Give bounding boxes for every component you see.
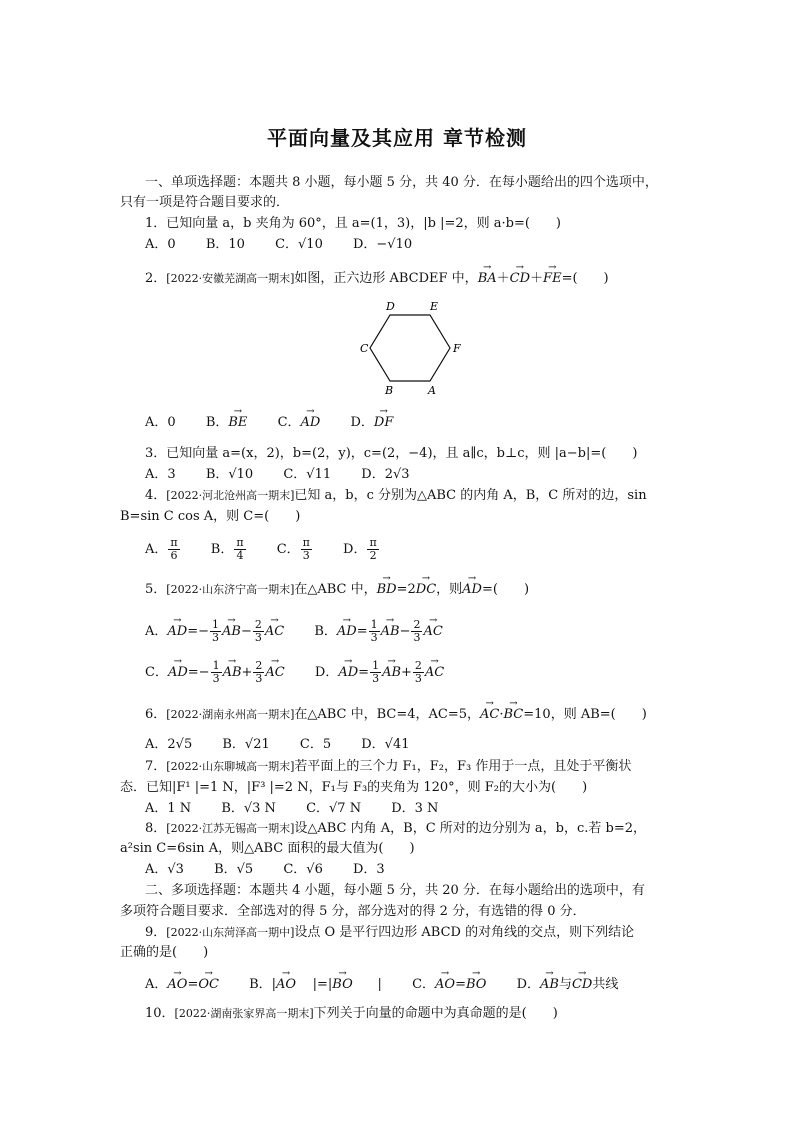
option-d: D． $\frac{\pi}{2}$ <box>343 536 377 562</box>
option-d: D．3 <box>353 862 385 877</box>
option-a: A． $\frac{\pi}{6}$ <box>145 536 178 562</box>
option-d: D．→ AB与→ CD共线 <box>517 976 619 994</box>
option-b: B．√5 <box>214 862 254 877</box>
option-a: A．2√5 <box>145 737 193 752</box>
vector-fe: → FE <box>543 270 562 288</box>
option-c: C．→ AD <box>278 414 321 432</box>
option-b: B．√21 <box>222 737 270 752</box>
question-3-options <box>145 466 436 484</box>
option-d: D．−√10 <box>352 237 413 252</box>
option-c: C．√6 <box>283 862 323 877</box>
option-b: B．√3 N <box>221 801 276 816</box>
option-a: A．1 N <box>145 801 192 816</box>
source-tag: [2022·安徽芜湖高一期末] <box>166 272 295 285</box>
question-7-options <box>145 800 464 818</box>
question-5-stem: 5．[2022·山东济宁高一期末]在△ABC 中，→ BD=2→ DC，则→ AD=( ) <box>145 581 529 599</box>
option-a: A．3 <box>145 467 176 482</box>
question-7-stem-line2: 态．已知|F¹ |=1 N，|F³ |=2 N，F₁与 F₃的夹角为 120°，则 F₂的大小为( ) <box>120 780 588 795</box>
source-tag: [2022·湖南张家界高一期末] <box>174 1007 314 1020</box>
section1-heading-line1: 一、单项选择题：本题共 8 小题，每小题 5 分，共 40 分．在每小题给出的四个选项中， <box>145 175 658 190</box>
vertex-label-c: C <box>360 342 369 355</box>
page-title: 平面向量及其应用 章节检测 <box>267 126 527 150</box>
question-1-options <box>145 236 438 254</box>
question-2-options <box>145 414 419 432</box>
section2-heading-line2: 多项符合题目要求．全部选对的得 5 分，部分选对的得 2 分，有选错的得 0 分． <box>120 904 586 919</box>
vertex-label-d: D <box>386 300 395 313</box>
question-1-stem: 1．已知向量 a，b 夹角为 60°，且 a=(1，3)，|b |=2，则 a·b=( ) <box>145 216 561 231</box>
question-3-stem: 3．已知向量 a=(x，2)，b=(2，y)，c=(2，−4)，且 a∥c，b⊥c，则 |a−b|=( ) <box>145 446 638 461</box>
option-c: C．→ AD=− $\frac{1}{3}$ → AB+ $\frac{2}{3}$ → AC <box>145 659 285 687</box>
question-5-options-row1 <box>145 618 469 646</box>
option-b: B． $\frac{\pi}{4}$ <box>210 536 244 562</box>
vector-ba: → BA <box>478 270 497 288</box>
option-b: B．|→ AO |=|→ BO | <box>249 976 382 994</box>
option-b: B．10 <box>205 237 245 252</box>
section1-heading-line2: 只有一项是符合题目要求的． <box>120 195 290 210</box>
option-d: D．√41 <box>361 737 410 752</box>
question-9-stem: 9．[2022·山东菏泽高一期中]设点 O 是平行四边形 ABCD 的对角线的交点，则下列结论 <box>145 925 635 940</box>
option-a: A．√3 <box>145 862 184 877</box>
source-tag: [2022·江苏无锡高一期末] <box>166 822 295 835</box>
hexagon-shape <box>370 315 450 381</box>
option-b: B．→ BE <box>206 414 248 432</box>
option-c: C．√10 <box>275 237 323 252</box>
vertex-label-b: B <box>385 384 394 397</box>
option-a: A．→ AO=→ OC <box>145 976 219 994</box>
source-tag: [2022·河北沧州高一期末] <box>166 489 295 502</box>
option-d: D．3 N <box>391 801 439 816</box>
question-4-options <box>145 536 406 564</box>
vertex-label-f: F <box>453 342 461 355</box>
option-b: B．→ AD= $\frac{1}{3}$ → AB− $\frac{2}{3}$ → AC <box>314 618 442 646</box>
option-a: A．→ AD=− $\frac{1}{3}$ → AB− $\frac{2}{3}$ → AC <box>145 618 284 646</box>
vector-cd: → CD <box>510 270 530 288</box>
source-tag: [2022·湖南永州高一期末] <box>166 708 295 721</box>
question-10-stem: 10．[2022·湖南张家界高一期末]下列关于向量的命题中为真命题的是( ) <box>145 1006 558 1021</box>
option-d: D．→ DF <box>350 414 393 432</box>
question-6-options <box>145 736 436 754</box>
section2-heading-line1: 二、多项选择题：本题共 4 小题，每小题 5 分，共 20 分．在每小题给出的选项中，有 <box>145 883 645 898</box>
option-c: C．5 <box>299 737 332 752</box>
option-c: C． $\frac{\pi}{3}$ <box>276 536 310 562</box>
source-tag: [2022·山东济宁高一期末] <box>166 583 295 596</box>
vertex-label-e: E <box>430 300 439 313</box>
option-d: D．→ AD= $\frac{1}{3}$ → AB+ $\frac{2}{3}$ → AC <box>315 659 444 687</box>
question-8-stem: 8．[2022·江苏无锡高一期末]设△ABC 内角 A，B，C 所对的边分别为 a，b，c.若 b=2， <box>145 821 647 836</box>
option-c: C．→ AO=→ BO <box>412 976 486 994</box>
question-8-stem-line2: a²sin C=6sin A，则△ABC 面积的最大值为( ) <box>120 841 415 856</box>
hexagon-figure <box>350 298 470 398</box>
vertex-label-a: A <box>428 384 436 397</box>
source-tag: [2022·山东聊城高一期末] <box>166 760 295 773</box>
question-5-options-row2 <box>145 659 470 687</box>
question-8-options <box>145 861 411 879</box>
question-4-stem-line2: B=sin C cos A，则 C=( ) <box>120 509 301 524</box>
question-9-options <box>145 976 644 994</box>
option-b: B．√10 <box>205 467 254 482</box>
question-9-stem-line2: 正确的是( ) <box>120 945 209 960</box>
question-2-stem: 2．[2022·安徽芜湖高一期末]如图，正六边形 ABCDEF 中，→ BA＋→ CD＋→ FE=( ) <box>145 270 609 288</box>
option-d: D．2√3 <box>361 467 410 482</box>
question-6-stem: 6．[2022·湖南永州高一期末]在△ABC 中，BC=4，AC=5，→ AC·→ BC=10，则 AB=( ) <box>145 706 647 724</box>
source-tag: [2022·山东菏泽高一期中] <box>166 926 295 939</box>
option-a: A．0 <box>145 237 176 252</box>
question-7-stem: 7．[2022·山东聊城高一期末]若平面上的三个力 F₁，F₂，F₃ 作用于一点，且处于平衡状 <box>145 759 632 774</box>
option-c: C．√7 N <box>306 801 362 816</box>
option-c: C．√11 <box>283 467 332 482</box>
option-a: A．0 <box>145 415 176 430</box>
question-4-stem: 4．[2022·河北沧州高一期末]已知 a，b，c 分别为△ABC 的内角 A，B，C 所对的边，sin <box>145 488 647 503</box>
